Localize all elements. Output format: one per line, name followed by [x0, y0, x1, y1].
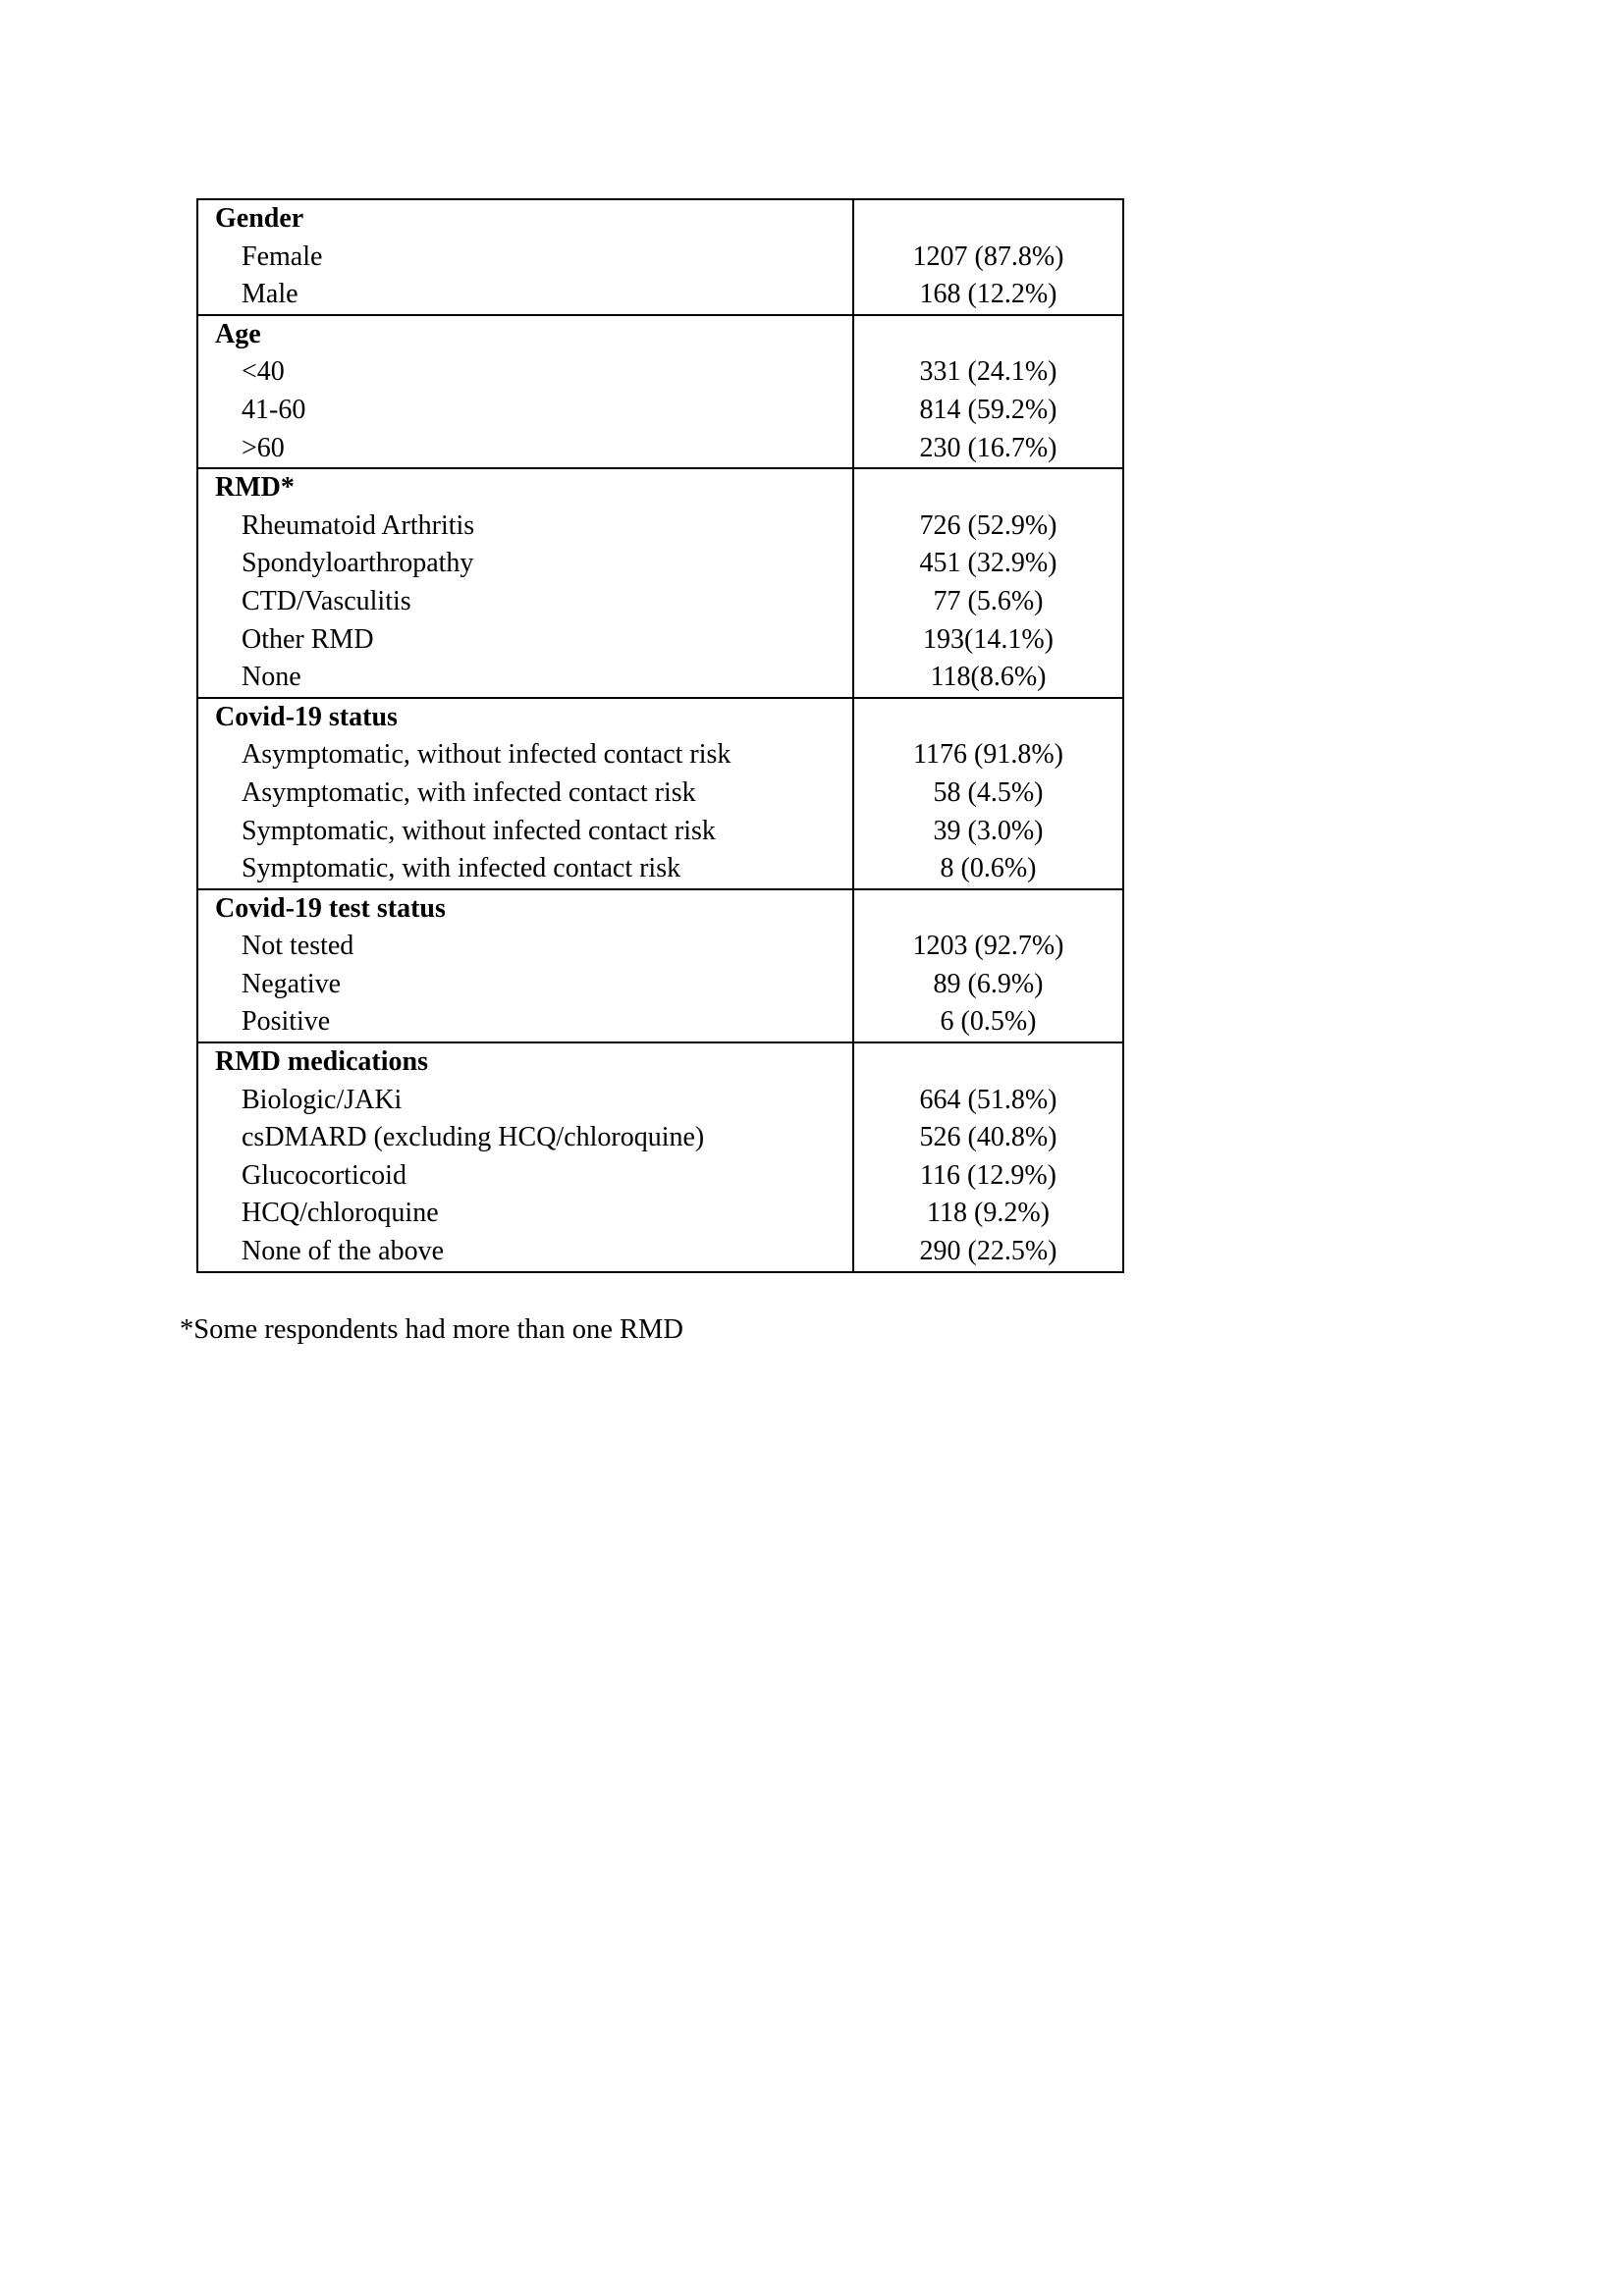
row-value: 8 (0.6%)	[940, 853, 1037, 884]
table-row	[198, 583, 1122, 621]
section-header-row	[198, 890, 1122, 929]
table-row	[198, 1003, 1122, 1041]
row-value: 58 (4.5%)	[933, 776, 1044, 808]
row-label: <40	[198, 353, 854, 392]
row-value	[854, 699, 1122, 737]
section-header-row	[198, 316, 1122, 354]
row-label: CTD/Vasculitis	[198, 583, 854, 621]
section-header: RMD*	[198, 469, 854, 507]
row-label: 41-60	[198, 392, 854, 430]
table-row	[198, 736, 1122, 774]
row-value: 1176 (91.8%)	[913, 739, 1063, 771]
row-label: Male	[198, 276, 854, 314]
row-value: 726 (52.9%)	[919, 509, 1057, 541]
row-label: Spondyloarthropathy	[198, 545, 854, 583]
row-value: 664 (51.8%)	[919, 1084, 1057, 1115]
section-header: Age	[198, 316, 854, 354]
section-age	[198, 316, 1122, 469]
table-row	[198, 353, 1122, 392]
row-value	[854, 890, 1122, 929]
row-label: Other RMD	[198, 621, 854, 660]
row-label: Symptomatic, with infected contact risk	[198, 850, 854, 888]
table-footnote: *Some respondents had more than one RMD	[180, 1314, 683, 1345]
row-value: 118(8.6%)	[930, 662, 1047, 693]
table-row	[198, 774, 1122, 813]
section-header-row	[198, 699, 1122, 737]
table-row	[198, 392, 1122, 430]
row-value: 116 (12.9%)	[920, 1159, 1056, 1191]
row-label: Symptomatic, without infected contact risk	[198, 813, 854, 851]
section-covid-test-status	[198, 890, 1122, 1043]
row-label: Rheumatoid Arthritis	[198, 507, 854, 546]
table-row	[198, 1119, 1122, 1157]
table-row	[198, 621, 1122, 660]
row-label: Female	[198, 239, 854, 277]
section-header-row	[198, 200, 1122, 239]
row-value: 89 (6.9%)	[933, 968, 1044, 999]
table-row	[198, 239, 1122, 277]
section-header: Gender	[198, 200, 854, 239]
row-value	[854, 469, 1122, 507]
section-header-row	[198, 1043, 1122, 1082]
table-row	[198, 1157, 1122, 1196]
row-value: 451 (32.9%)	[919, 548, 1057, 579]
table-row	[198, 507, 1122, 546]
row-label: Biologic/JAKi	[198, 1082, 854, 1120]
table-row	[198, 1195, 1122, 1233]
row-value: 290 (22.5%)	[919, 1236, 1057, 1267]
row-value: 118 (9.2%)	[927, 1198, 1050, 1229]
row-value: 230 (16.7%)	[919, 432, 1057, 463]
section-covid-status	[198, 699, 1122, 890]
table-row	[198, 966, 1122, 1004]
section-gender	[198, 200, 1122, 316]
row-value: 168 (12.2%)	[919, 279, 1057, 310]
row-label: Asymptomatic, without infected contact risk	[198, 736, 854, 774]
row-label: >60	[198, 430, 854, 468]
section-header: Covid-19 status	[198, 699, 854, 737]
row-value: 6 (0.5%)	[940, 1006, 1037, 1038]
row-value: 77 (5.6%)	[933, 585, 1044, 616]
table-row	[198, 1233, 1122, 1271]
row-label: csDMARD (excluding HCQ/chloroquine)	[198, 1119, 854, 1157]
row-value: 331 (24.1%)	[919, 356, 1057, 388]
table-row	[198, 659, 1122, 697]
table-row	[198, 545, 1122, 583]
row-label: Negative	[198, 966, 854, 1004]
row-value	[854, 1043, 1122, 1082]
section-header: RMD medications	[198, 1043, 854, 1082]
row-label: None	[198, 659, 854, 697]
table-row	[198, 430, 1122, 468]
row-label: None of the above	[198, 1233, 854, 1271]
row-label: HCQ/chloroquine	[198, 1195, 854, 1233]
row-label: Asymptomatic, with infected contact risk	[198, 774, 854, 813]
section-rmd	[198, 469, 1122, 699]
section-rmd-medications	[198, 1043, 1122, 1271]
section-header: Covid-19 test status	[198, 890, 854, 929]
row-label: Glucocorticoid	[198, 1157, 854, 1196]
row-value: 814 (59.2%)	[919, 394, 1057, 425]
row-value: 39 (3.0%)	[933, 815, 1044, 846]
row-value: 526 (40.8%)	[919, 1122, 1057, 1153]
table-row	[198, 276, 1122, 314]
row-value: 1203 (92.7%)	[912, 931, 1064, 962]
section-header-row	[198, 469, 1122, 507]
row-value	[854, 200, 1122, 239]
row-label: Not tested	[198, 928, 854, 966]
table-row	[198, 813, 1122, 851]
row-value: 193(14.1%)	[923, 623, 1054, 655]
table-row	[198, 928, 1122, 966]
row-value	[854, 316, 1122, 354]
table-row	[198, 1082, 1122, 1120]
row-value: 1207 (87.8%)	[912, 240, 1064, 272]
row-label: Positive	[198, 1003, 854, 1041]
table-row	[198, 850, 1122, 888]
demographics-table	[196, 198, 1124, 1273]
